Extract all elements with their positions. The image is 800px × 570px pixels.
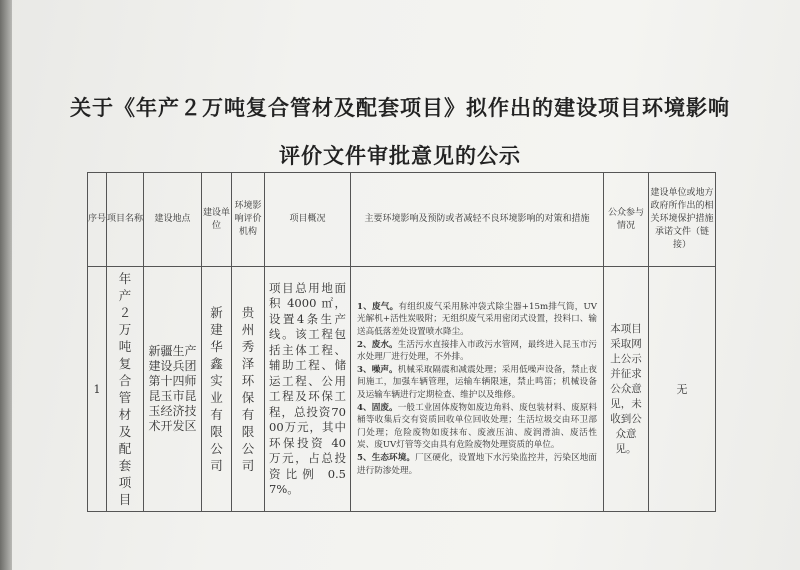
cell-builder-commit[interactable]: 无 bbox=[649, 267, 716, 512]
title-line-2: 评价文件审批意见的公示 bbox=[279, 143, 521, 168]
header-no: 序号 bbox=[88, 173, 107, 267]
cell-overview: 项目总用地面积 4000 ㎡，设置4条生产线。该工程包括主体工程、辅助工程、储运工程、公用工程及环保工程，总投资7000万元，其中环保投资 40 万元，占总投资比例 0.57%。 bbox=[265, 267, 351, 512]
page-edge-shadow bbox=[0, 0, 12, 570]
measure-item: 5、生态环境。厂区硬化，设置地下水污染监控井，污染区地面进行防渗处理。 bbox=[357, 452, 597, 476]
header-row bbox=[88, 173, 716, 267]
measure-item: 1、废气。有组织废气采用脉冲袋式除尘器+15m排气筒，UV光解机+活性炭吸附；无组织废气采用密闭式设置，投料口、输送高低落差处设置喷水降尘。 bbox=[357, 301, 598, 338]
header-public: 公众参与情况 bbox=[604, 173, 649, 267]
header-eia-org: 环境影响评价机构 bbox=[232, 173, 265, 267]
measure-item: 2、废水。生活污水直接排入市政污水管网，最终进入昆玉市污水处理厂进行处理，不外排。 bbox=[357, 339, 597, 363]
header-location: 建设地点 bbox=[144, 173, 202, 267]
cell-no: 1 bbox=[88, 267, 107, 512]
header-name: 项目名称 bbox=[107, 173, 144, 267]
title-line-1: 关于《年产２万吨复合管材及配套项目》拟作出的建设项目环境影响 bbox=[70, 95, 730, 120]
cell-location: 新疆生产建设兵团第十四师昆玉市昆玉经济技术开发区 bbox=[144, 267, 202, 512]
cell-public: 本项目采取网上公示并征求公众意见，未收到公众意见。 bbox=[604, 267, 649, 512]
cell-measures bbox=[351, 267, 604, 512]
approval-table bbox=[87, 172, 716, 512]
measure-item: 3、噪声。机械采取隔震和减震处理；采用低噪声设备，禁止夜间施工，加强车辆管理，运输车辆限速，禁止鸣笛；机械设备及运输车辆进行定期检查、维护以及维修。 bbox=[357, 364, 597, 400]
header-builder-commit: 建设单位或地方政府所作出的相关环境保护措施承诺文件（链接） bbox=[649, 173, 716, 267]
header-unit: 建设单位 bbox=[202, 173, 232, 267]
table-row bbox=[88, 267, 716, 512]
cell-unit: 新建华鑫实业有限公司 bbox=[202, 267, 232, 512]
header-overview: 项目概况 bbox=[265, 173, 351, 267]
header-measures: 主要环境影响及预防或者减轻不良环境影响的对策和措施 bbox=[351, 173, 604, 267]
cell-eia-org: 贵州秀泽环保有限公司 bbox=[232, 267, 265, 512]
cell-name: 年产２万吨复合管材及配套项目 bbox=[107, 267, 144, 512]
measure-item: 4、固废。一般工业固体废物如废边角料、废包装材料、废原料桶等收集后交有资质回收单位回收处理；生活垃圾交由环卫部门处理；危险废物如废抹布、废液压油、废润滑油、废活性炭、废UV灯管等交由具有危险废物处理资质的单位。 bbox=[357, 402, 597, 451]
